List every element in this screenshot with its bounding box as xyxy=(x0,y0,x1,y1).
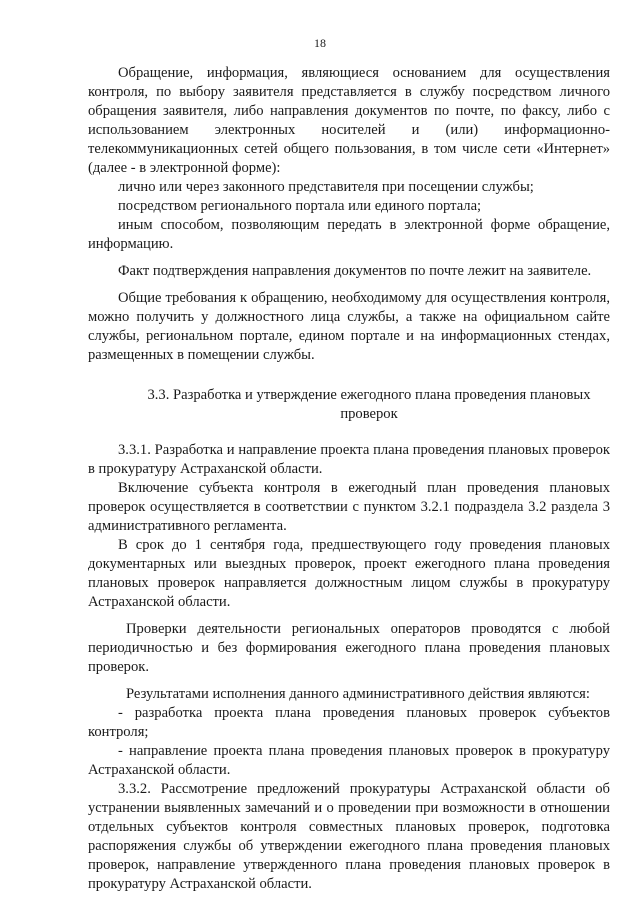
body-text-top xyxy=(88,64,610,894)
paragraph-deadline: В срок до 1 сентября года, предшествующего году проведения плановых документарных или выездных проверок, проект ежегодного плана проведения плановых проверок направляется должностным лицом службы в прокуратуру Астраханской области. xyxy=(88,537,610,610)
paragraph-3-3-2: 3.3.2. Рассмотрение предложений прокуратуры Астраханской области об устранении выявленных замечаний и о проведении при возможности в отношении отдельных субъектов контроля совместных плановых проверок, подготовка распоряжения службы об утверждении ежегодного плана проведения плановых проверок, направление утвержденного плана проведения плановых проверок в прокуратуру Астраханской области. xyxy=(88,781,610,892)
paragraph-in-person: лично или через законного представителя при посещении службы; xyxy=(118,179,534,195)
section-heading: 3.3. Разработка и утверждение ежегодного плана проведения плановых проверок xyxy=(147,387,591,422)
paragraph-3-3-1: 3.3.1. Разработка и направление проекта плана проведения плановых проверок в прокуратуру Астраханской области. xyxy=(88,442,610,477)
paragraph-regional-operators: Проверки деятельности региональных операторов проводятся с любой периодичностью и без формирования ежегодного плана проведения плановых проверок. xyxy=(88,621,610,675)
paragraph-results: Результатами исполнения данного административного действия являются: xyxy=(126,686,590,702)
paragraph-appeal-basis: Обращение, информация, являющиеся основанием для осуществления контроля, по выбору заявителя представляется в службу посредством личного обращения заявителя, либо направления документов по почте, по факсу, либо с использованием электронных носителей и (или) информационно-телекоммуникационных сетей общего пользования, в том числе сети «Интернет» (далее - в электронной форме): xyxy=(88,65,610,176)
paragraph-general-requirements: Общие требования к обращению, необходимому для осуществления контроля, можно получить у должностного лица службы, а также на официальном сайте службы, региональном портале, едином портале и на информационных стендах, размещенных в помещении службы. xyxy=(88,290,610,363)
list-item-draft-plan: - разработка проекта плана проведения плановых проверок субъектов контроля; xyxy=(88,705,610,740)
paragraph-inclusion: Включение субъекта контроля в ежегодный план проведения плановых проверок осуществляется в соответствии с пунктом 3.2.1 подраздела 3.2 раздела 3 административного регламента. xyxy=(88,480,610,534)
paragraph-mail-proof: Факт подтверждения направления документов по почте лежит на заявителе. xyxy=(118,263,592,279)
paragraph-other-means: иным способом, позволяющим передать в электронной форме обращение, информацию. xyxy=(88,217,610,252)
page-number: 18 xyxy=(314,36,326,50)
list-item-send-plan: - направление проекта плана проведения плановых проверок в прокуратуру Астраханской области. xyxy=(88,743,610,778)
paragraph-portal: посредством регионального портала или единого портала; xyxy=(118,198,482,214)
